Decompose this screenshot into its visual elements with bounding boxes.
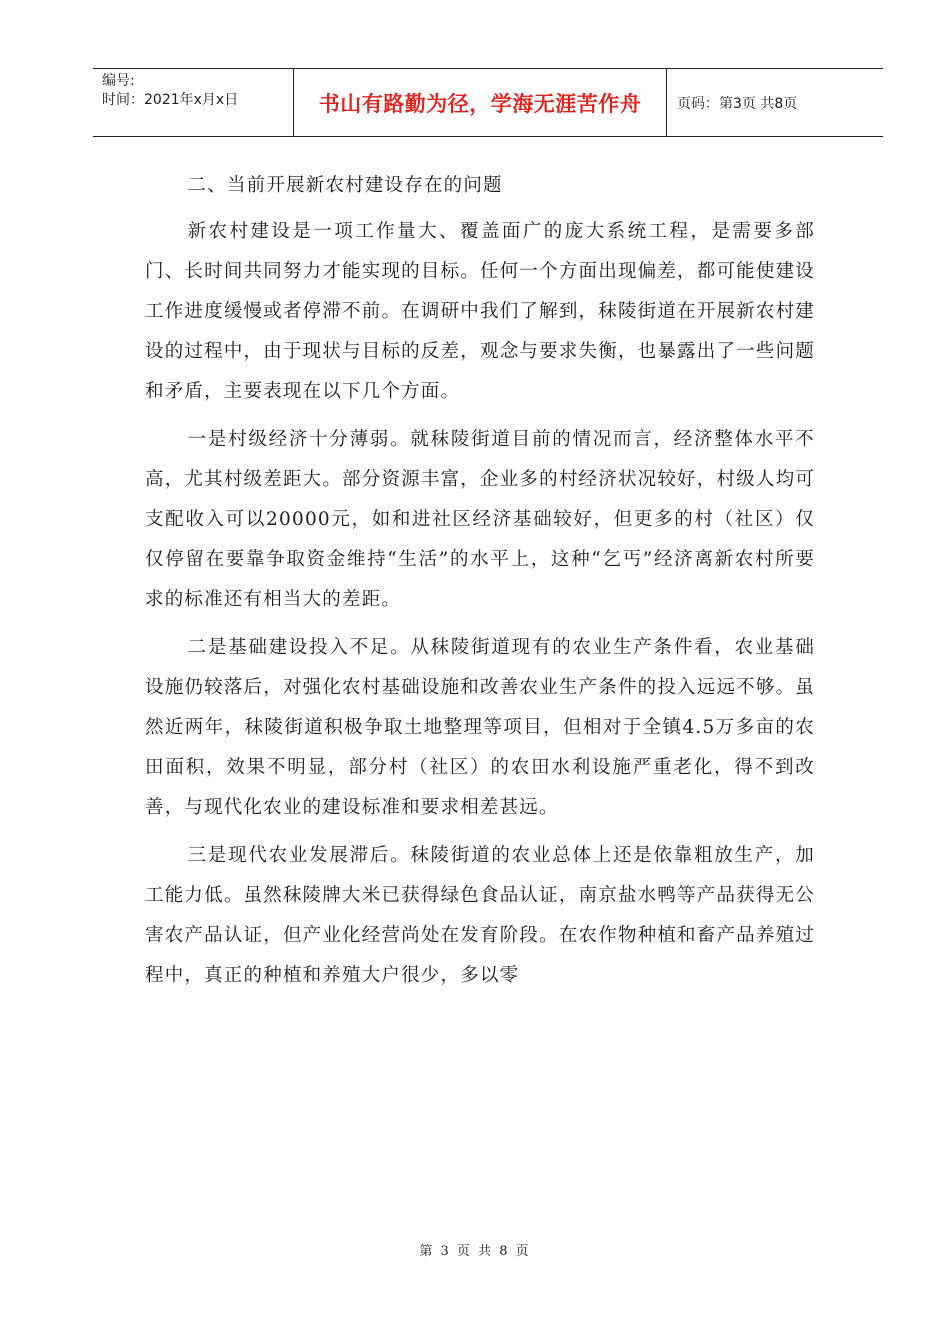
body-paragraph: 新农村建设是一项工作量大、覆盖面广的庞大系统工程，是需要多部门、长时间共同努力才能实现的目标。任何一个方面出现偏差，都可能使建设工作进度缓慢或者停滞不前。在调研中我们了解到，秣陵街道在开展新农村建设的过程中，由于现状与目标的反差，观念与要求失衡，也暴露出了一些问题和矛盾，主要表现在以下几个方面。	[145, 221, 815, 402]
document-code-label: 编号:	[102, 73, 135, 89]
page-footer: 第 3 页 共 8 页	[419, 1244, 531, 1259]
page-header-table	[93, 68, 883, 137]
section-heading: 二、当前开展新农村建设存在的问题	[187, 175, 503, 196]
body-paragraph: 一是村级经济十分薄弱。就秣陵街道目前的情况而言，经济整体水平不高，尤其村级差距大。部分资源丰富，企业多的村经济状况较好，村级人均可支配收入可以20000元，如和进社区经济基础较好，但更多的村（社区）仅仅停留在要靠争取资金维持“生活”的水平上，这种“乞丐”经济离新农村所要求的标准还有相当大的差距。	[145, 429, 815, 610]
header-page-info: 页码：第3页 共8页	[677, 95, 798, 112]
document-body	[145, 166, 815, 1004]
document-time-label: 时间：2021年x月x日	[102, 92, 239, 108]
body-paragraph: 三是现代农业发展滞后。秣陵街道的农业总体上还是依靠粗放生产，加工能力低。虽然秣陵牌大米已获得绿色食品认证，南京盐水鸭等产品获得无公害农产品认证，但产业化经营尚处在发育阶段。在农作物种植和畜产品养殖过程中，真正的种植和养殖大户很少，多以零	[145, 845, 815, 986]
body-paragraph: 二是基础建设投入不足。从秣陵街道现有的农业生产条件看，农业基础设施仍较落后，对强化农村基础设施和改善农业生产条件的投入远远不够。虽然近两年，秣陵街道积极争取土地整理等项目，但相对于全镇4.5万多亩的农田面积，效果不明显，部分村（社区）的农田水利设施严重老化，得不到改善，与现代化农业的建设标准和要求相差甚远。	[145, 637, 815, 818]
header-meta-cell	[93, 69, 294, 136]
header-motto: 书山有路勤为径，学海无涯苦作舟	[294, 69, 667, 136]
